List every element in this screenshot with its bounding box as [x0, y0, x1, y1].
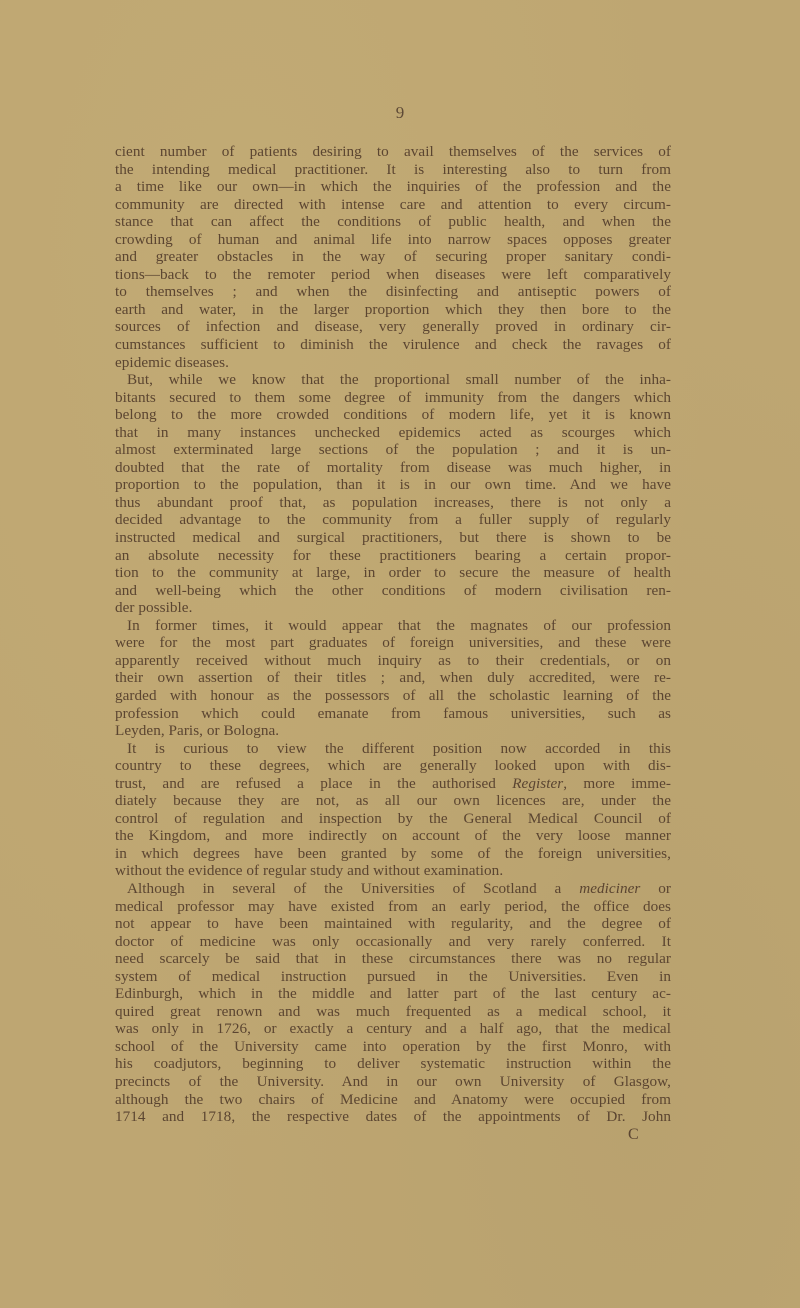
text-line	[115, 880, 671, 898]
text-line: control of regulation and inspection by the General Medical Council of	[115, 809, 671, 827]
text-line: belong to the more crowded conditions of modern life, yet it is known	[115, 406, 671, 424]
text-line: although the two chairs of Medicine and Anatomy were occupied from	[115, 1090, 671, 1108]
text-line: system of medical instruction pursued in the Universities. Even in	[115, 967, 671, 985]
text-line: tion to the community at large, in order to secure the measure of health	[115, 564, 671, 582]
text-line: profession which could emanate from famous universities, such as	[115, 704, 671, 722]
text-segment: , more imme-	[563, 774, 671, 792]
text-line: was only in 1726, or exactly a century and a half ago, that the medical	[115, 1020, 671, 1038]
text-line: and well-being which the other conditions of modern civilisation ren-	[115, 581, 671, 599]
text-line: But, while we know that the proportional small number of the inha-	[127, 371, 671, 389]
text-line: need scarcely be said that in these circumstances there was no regular	[115, 950, 671, 968]
text-line: community are directed with intense care and attention to every circum-	[115, 195, 671, 213]
text-line: to themselves ; and when the disinfecting and antiseptic powers of	[115, 283, 671, 301]
italic-term: mediciner	[579, 879, 641, 897]
text-line: and greater obstacles in the way of securing proper sanitary condi-	[115, 248, 671, 266]
text-line: proportion to the population, than it is in our own time. And we have	[115, 476, 671, 494]
text-segment: or	[640, 879, 671, 897]
text-line: precincts of the University. And in our own University of Glasgow,	[115, 1072, 671, 1090]
text-line: apparently received without much inquiry as to their credentials, or on	[115, 651, 671, 669]
text-line: crowding of human and animal life into narrow spaces opposes greater	[115, 230, 671, 248]
text-line: der possible.	[115, 599, 193, 617]
text-line: an absolute necessity for these practitioners bearing a certain propor-	[115, 546, 671, 564]
text-line: 1714 and 1718, the respective dates of the appointments of Dr. John	[115, 1108, 671, 1126]
text-line: not appear to have been maintained with regularity, and the degree of	[115, 915, 671, 933]
text-line: that in many instances unchecked epidemics acted as scourges which	[115, 423, 671, 441]
text-line: without the evidence of regular study and without examination.	[115, 862, 504, 880]
body-text	[115, 143, 671, 1126]
text-line: bitants secured to them some degree of immunity from the dangers which	[115, 388, 671, 406]
text-line: earth and water, in the larger proportion which they then bore to the	[115, 300, 671, 318]
italic-term: Register	[512, 774, 564, 792]
text-line: Edinburgh, which in the middle and latter part of the last century ac-	[115, 985, 671, 1003]
text-line: instructed medical and surgical practitioners, but there is shown to be	[115, 529, 671, 547]
text-line: In former times, it would appear that the magnates of our profession	[127, 616, 671, 634]
text-line: doubted that the rate of mortality from disease was much higher, in	[115, 458, 671, 476]
text-line: epidemic diseases.	[115, 353, 229, 371]
text-line: quired great renown and was much frequented as a medical school, it	[115, 1002, 671, 1020]
text-line: decided advantage to the community from a fuller supply of regularly	[115, 511, 671, 529]
text-line: sources of infection and disease, very generally proved in ordinary cir-	[115, 318, 671, 336]
text-line: were for the most part graduates of foreign universities, and these were	[115, 634, 671, 652]
text-line: medical professor may have existed from an early period, the office does	[115, 897, 671, 915]
text-line: It is curious to view the different position now accorded in this	[127, 739, 671, 757]
text-line: the intending medical practitioner. It is interesting also to turn from	[115, 160, 671, 178]
text-line: cient number of patients desiring to avail themselves of the services of	[115, 143, 671, 160]
text-line: tions—back to the remoter period when diseases were left comparatively	[115, 265, 671, 283]
text-segment: trust, and are refused a place in the authorised	[115, 774, 513, 792]
text-line: the Kingdom, and more indirectly on account of the very loose manner	[115, 827, 671, 845]
text-line: in which degrees have been granted by some of the foreign universities,	[115, 844, 671, 862]
text-line: doctor of medicine was only occasionally and very rarely conferred. It	[115, 932, 671, 950]
text-line: a time like our own—in which the inquiries of the profession and the	[115, 178, 671, 196]
text-line: almost exterminated large sections of the population ; and it is un-	[115, 441, 671, 459]
text-line: diately because they are not, as all our own licences are, under the	[115, 792, 671, 810]
text-line: Leyden, Paris, or Bologna.	[115, 722, 280, 740]
text-line	[115, 775, 671, 793]
text-line: garded with honour as the possessors of all the scholastic learning of the	[115, 686, 671, 704]
text-line: cumstances sufficient to diminish the virulence and check the ravages of	[115, 336, 671, 354]
text-line: country to these degrees, which are generally looked upon with dis-	[115, 757, 671, 775]
text-line: school of the University came into operation by the first Monro, with	[115, 1037, 671, 1055]
text-segment: Although in several of the Universities of Scotland a	[127, 879, 580, 897]
signature-mark: C	[628, 1126, 639, 1143]
text-line: thus abundant proof that, as population increases, there is not only a	[115, 493, 671, 511]
text-line: stance that can affect the conditions of public health, and when the	[115, 213, 671, 231]
text-line: his coadjutors, beginning to deliver systematic instruction within the	[115, 1055, 671, 1073]
page-number: 9	[395, 103, 405, 122]
text-line: their own assertion of their titles ; and, when duly accredited, were re-	[115, 669, 671, 687]
